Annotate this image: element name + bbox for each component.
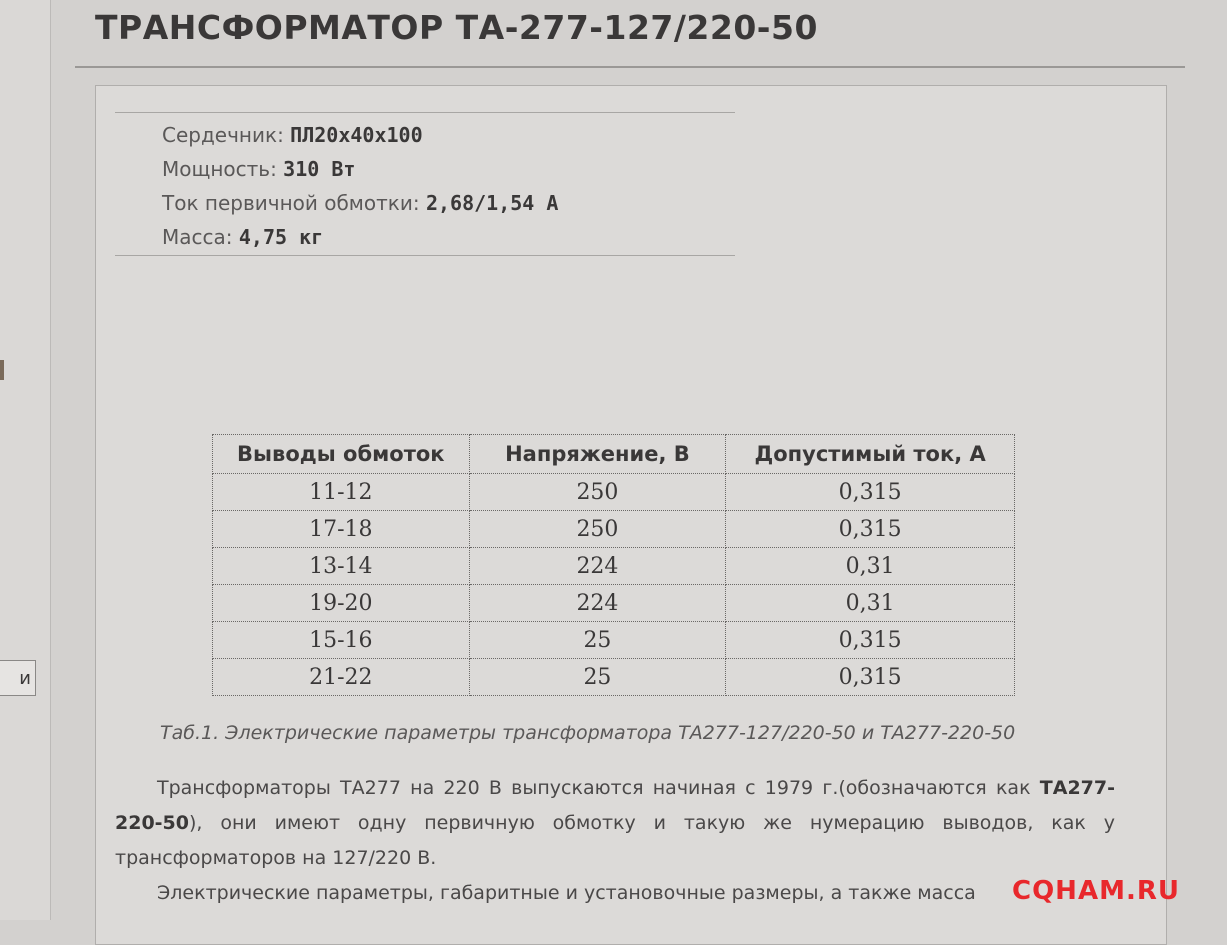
cell-terminals: 11-12 <box>213 474 470 511</box>
table-caption: Таб.1. Электрические параметры трансформатора ТА277-127/220-50 и ТА277-220-50 <box>160 722 1016 744</box>
cell-current: 0,315 <box>726 511 1015 548</box>
cell-voltage: 250 <box>469 474 726 511</box>
sidebar-button[interactable]: и <box>0 660 36 696</box>
spec-core-value: ПЛ20х40х100 <box>290 123 423 147</box>
cell-current: 0,31 <box>726 548 1015 585</box>
table-row <box>213 511 1015 548</box>
spec-power: Мощность: 310 Вт <box>162 157 356 181</box>
spec-power-value: 310 Вт <box>283 157 356 181</box>
table-row <box>213 585 1015 622</box>
cell-voltage: 25 <box>469 659 726 696</box>
title-divider <box>75 66 1185 68</box>
spec-top-divider <box>115 112 735 113</box>
spec-mass-value: 4,75 кг <box>238 225 324 249</box>
table-header-row <box>213 435 1015 474</box>
cell-terminals: 19-20 <box>213 585 470 622</box>
left-sidebar-strip <box>0 0 51 920</box>
cell-current: 0,31 <box>726 585 1015 622</box>
header-current: Допустимый ток, А <box>726 435 1015 474</box>
sidebar-marker <box>0 360 4 380</box>
cell-voltage: 250 <box>469 511 726 548</box>
spec-bottom-divider <box>115 255 735 256</box>
header-terminals: Выводы обмоток <box>213 435 470 474</box>
table-row <box>213 474 1015 511</box>
cell-current: 0,315 <box>726 659 1015 696</box>
header-voltage: Напряжение, В <box>469 435 726 474</box>
cell-terminals: 21-22 <box>213 659 470 696</box>
spec-list <box>162 118 558 254</box>
body-paragraph-1: Трансформаторы ТА277 на 220 В выпускаются начиная с 1979 г.(обозначаются как ТА277-220-50), они имеют одну первичную обмотку и такую же нумерацию выводов, как у трансформаторов на 127/220 В. <box>115 777 1115 869</box>
cell-terminals: 17-18 <box>213 511 470 548</box>
table-row <box>213 622 1015 659</box>
cell-terminals: 13-14 <box>213 548 470 585</box>
page-title: ТРАНСФОРМАТОР ТА-277-127/220-50 <box>95 8 818 47</box>
spec-primary-current-value: 2,68/1,54 А <box>425 191 559 215</box>
cell-current: 0,315 <box>726 474 1015 511</box>
cell-voltage: 224 <box>469 585 726 622</box>
table-row <box>213 548 1015 585</box>
cell-voltage: 224 <box>469 548 726 585</box>
cell-current: 0,315 <box>726 622 1015 659</box>
spec-core: Сердечник: ПЛ20х40х100 <box>162 123 423 147</box>
cell-terminals: 15-16 <box>213 622 470 659</box>
cell-voltage: 25 <box>469 622 726 659</box>
spec-primary-current: Ток первичной обмотки: 2,68/1,54 А <box>162 191 559 215</box>
spec-mass: Масса: 4,75 кг <box>162 225 324 249</box>
body-paragraph-2: Электрические параметры, габаритные и установочные размеры, а также масса <box>157 882 976 904</box>
site-watermark: CQHAM.RU <box>1012 876 1180 906</box>
table-row <box>213 659 1015 696</box>
model-name-bold: ТА277-220-50 <box>115 777 1115 834</box>
parameters-table <box>212 434 1015 696</box>
